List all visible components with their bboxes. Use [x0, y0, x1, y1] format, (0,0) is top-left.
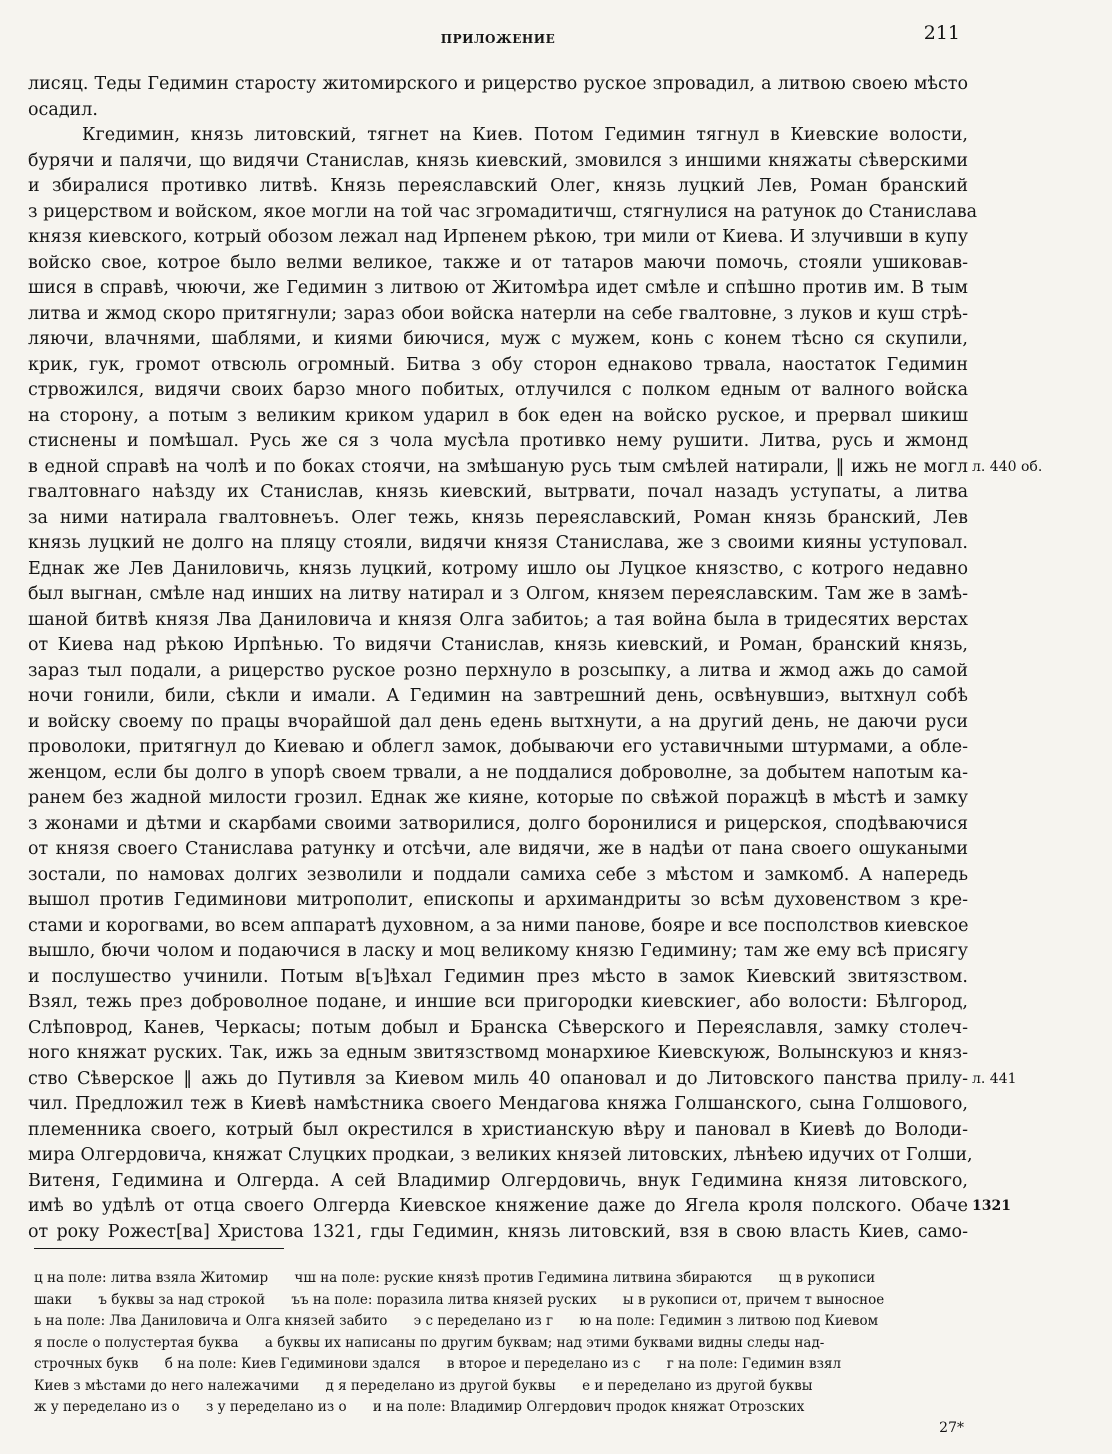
text-line: женцом, если бы долго в упорѣ своем трвали, а не поддалися доброволне, за добытем напотым ка-	[28, 762, 968, 783]
footnote: з у переделано из о	[205, 1399, 347, 1415]
text-line: стиснены и помѣшал. Русь же ся з чола мусѣла противко нему рушити. Литва, русь и жмонд	[28, 431, 968, 451]
footnote-line	[34, 1268, 966, 1290]
text-line: Витеня, Гедимина и Олгерда. А сей Владимир Олгердовичь, внук Гедимина князя литовского,	[28, 1170, 968, 1191]
footnote-line	[34, 1311, 966, 1333]
text-line: князя киевского, котрый обозом лежал над Ирпенем рѣкою, три мили от Киева. И злучивши в купу	[28, 227, 968, 247]
margin-note-folio: л. 440 об.	[972, 458, 1043, 475]
text-line: бурячи и палячи, що видячи Станислав, князь киевский, змовился з иншими княжаты сѣверскими	[28, 150, 968, 171]
footnote-line	[34, 1397, 966, 1419]
text-line: зостали, по намовах долгих зезволили и поддали самиха себе з мѣстом и замкомб. А напередь	[28, 864, 968, 885]
text-line: мира Олгердовича, княжат Слуцких продкаи, з великих князей литовских, лѣнѣею идучих от Голши,	[28, 1145, 973, 1165]
footnote: ы в рукописи от, причем т выносное	[622, 1291, 885, 1308]
text-line: князь луцкий не долго на пляцу стояли, видячи князя Станислава, же з своими кияны уступовал.	[28, 533, 968, 553]
text-line: лисяц. Теды Гедимин старосту житомирского и рицерство руское зпровадил, а литвою своею мѣсто	[28, 74, 968, 94]
main-text	[28, 72, 978, 1245]
text-line: крик, гук, громот отвсюль огромный. Битва з обу сторон еднаково трвала, наостаток Гедимин	[28, 354, 968, 375]
footnote: щ в рукописи	[778, 1270, 876, 1286]
text-line: на сторону, а потым з великим криком ударил в бок еден на войско руское, и прервал шикиш	[28, 405, 968, 426]
margin-note-folio: л. 441	[972, 1070, 1017, 1087]
printer-signature: 27*	[939, 1420, 964, 1436]
text-line: Слѣповрод, Канев, Черкасы; потым добыл и Бранска Сѣверского и Переяславля, замку столеч-	[28, 1017, 968, 1038]
text-line: и войску своему по працы вчорайшой дал день едень вытхнути, а на другий день, не даючи руси	[28, 711, 968, 732]
footnote: д я переделано из другой буквы	[325, 1377, 556, 1394]
page-number: 211	[923, 22, 960, 44]
footnote: строчных букв	[34, 1356, 139, 1372]
footnote: а буквы их написаны по другим буквам; над этими буквами видны следы над-	[264, 1334, 825, 1351]
text-line: ство Сѣверское ‖ ажь до Путивля за Киевом миль 40 опановал и до Литовского панства прилу-	[28, 1068, 968, 1089]
text-line: стрвожился, видячи своих барзо много побитых, отлучился с полком едным от валного войска	[28, 380, 968, 400]
text-line: от князя своего Станислава ратунку и отсѣчи, але видячи, же в надѣи от пана своего ошукаными	[28, 839, 968, 859]
text-line: вышло, бючи чолом и подаючися в ласку и моц великому князю Гедимину; там же ему всѣ присягу	[28, 941, 968, 961]
text-line: войско свое, котрое было велми великое, также и от татаров маючи помочь, стояли ушиковав-	[28, 252, 968, 273]
footnote: е и переделано из другой буквы	[582, 1377, 813, 1394]
text-line: з жонами и дѣтми и скарбами своими затворилися, долго боронилися и рицерскоя, сподѣваючися	[28, 813, 968, 834]
text-line: был выгнан, смѣле над инших на литву натирал и з Олгом, князем переяславским. Там же в замѣ-	[28, 584, 968, 604]
footnote: г на поле: Гедимин взял	[666, 1356, 842, 1372]
footnote: ю на поле: Гедимин з литвою под Киевом	[579, 1313, 879, 1329]
footnote-line	[34, 1376, 966, 1398]
footnote: чш на поле: руские князѣ против Гедимина литвина збираются	[294, 1270, 753, 1286]
text-line: вышол против Гедиминови митрополит, епископы и архимандриты зо всѣм духовенством з кре-	[28, 890, 968, 910]
footnote-line	[34, 1354, 966, 1376]
footnote: ц на поле: литва взяла Житомир	[34, 1270, 269, 1286]
footnote: ъъ на поле: поразила литва князей руских	[291, 1291, 597, 1308]
footnote: в второе и переделано из с	[446, 1356, 641, 1372]
footnote: ъ буквы за над строкой	[98, 1291, 266, 1308]
text-line: гвалтовнаго наѣзду их Станислав, князь киевский, вытрвати, почал назадъ уступаты, а литва	[28, 482, 968, 502]
text-line: за ними натирала гвалтовнеъъ. Олег тежь, князь переяславский, Роман князь бранский, Лев	[28, 507, 968, 528]
page-header	[28, 22, 968, 56]
footnote-line	[34, 1333, 966, 1355]
text-line: шаной битвѣ князя Лва Даниловича и князя Олга забитоь; а тая война была в тридесятих верстах	[28, 609, 968, 630]
text-line: Взял, тежь през доброволное подане, и иншие вси пригородки киевскиег, або волости: Бѣлгород,	[28, 992, 968, 1012]
footnote: шаки	[34, 1291, 73, 1308]
footnote: я после о полустертая буква	[34, 1334, 239, 1351]
text-line: ляючи, влачнями, шаблями, и киями биючися, муж с мужем, конь с конем тѣсно ся скупили,	[28, 329, 968, 349]
text-line: и послушество учинили. Потым в[ъ]ѣхал Гедимин през мѣсто в замок Киевский звитязством.	[28, 966, 968, 987]
footnote: ж у переделано из о	[34, 1399, 180, 1415]
text-line: зараз тыл подали, а рицерство руское розно перхнуло в розсыпку, а литва и жмод ажь до самой	[28, 660, 968, 681]
text-line: шися в справѣ, чюючи, же Гедимин з литвою от Житомѣра идет смѣле и спѣшно против им. В тым	[28, 278, 968, 298]
text-line: з рицерством и войском, якое могли на той час згромадитичш, стягнулися на ратунок до Станислава	[28, 201, 978, 222]
footnotes	[34, 1268, 966, 1419]
text-line: имѣ во удѣлѣ от отца своего Олгерда Киевское княжение даже до Ягела кроля полского. Обаче	[28, 1196, 968, 1216]
text-line: ранем без жадной милости грозил. Еднак же кияне, которые по свѣжой поражцѣ в мѣстѣ и замку	[28, 788, 968, 808]
text-line: стами и корогвами, во всем аппаратѣ духовном, а за ними панове, бояре и все посполствов киевское	[28, 915, 969, 936]
footnote-rule	[34, 1248, 284, 1249]
text-line: осадил.	[28, 99, 98, 120]
text-line: проволоки, притягнул до Киеваю и облегл замок, добываючи его уставичными штурмами, а обле-	[28, 737, 968, 757]
text-line: Еднак же Лев Даниловичь, князь луцкий, котрому ишло оы Луцкое князство, с котрого недавно	[28, 558, 968, 579]
text-line-heading: Кгедимин, князь литовский, тягнет на Киев. Потом Гедимин тягнул в Киевские волости,	[82, 125, 968, 145]
footnote: б на поле: Киев Гедиминови здался	[164, 1356, 421, 1372]
footnote-line	[34, 1290, 966, 1312]
text-line: от Киева над рѣкою Ирпѣнью. То видячи Станислав, князь киевский, и Роман, бранский князь,	[28, 635, 968, 655]
text-line: чил. Предложил теж в Киевѣ намѣстника своего Мендагова княжа Голшанского, сына Голшового,	[28, 1094, 968, 1114]
text-line: ного княжат руских. Так, ижь за едным звитязствомд монархиюе Киевскуюж, Волынскуюз и княз-	[28, 1043, 968, 1063]
text-line: в едной справѣ на чолѣ и по боках стоячи, на змѣшаную русь тым смѣлей натирали, ‖ ижь не могл	[28, 456, 968, 477]
footnote: Киев з мѣстами до него належачими	[34, 1377, 300, 1394]
footnote: и на поле: Владимир Олгердович продок княжат Отрозских	[372, 1399, 805, 1415]
footnote: ь на поле: Лва Даниловича и Олга князей забито	[34, 1313, 388, 1329]
footnote: э с переделано из г	[413, 1313, 554, 1329]
text-line: племенника своего, котрый был окрестился в христианскую вѣру и пановал в Киевѣ до Володи-	[28, 1119, 968, 1140]
running-title: ПРИЛОЖЕНИЕ	[440, 32, 556, 46]
text-line: от року Рожест[ва] Христова 1321, гды Гедимин, князь литовский, взя в свою власть Киев, само-	[28, 1221, 968, 1242]
text-line: и збиралися противко литвѣ. Князь переяславский Олег, князь луцкий Лев, Роман бранский	[28, 176, 968, 196]
text-line: литва и жмод скоро притягнули; зараз обои войска натерли на себе гвалтовне, з луков и куш стрѣ-	[28, 303, 968, 324]
text-line: ночи гонили, били, сѣкли и имали. А Гедимин на завтрешний день, освѣнувшиэ, вытхнул собѣ	[28, 686, 968, 706]
margin-note-year: 1321	[972, 1198, 1011, 1214]
